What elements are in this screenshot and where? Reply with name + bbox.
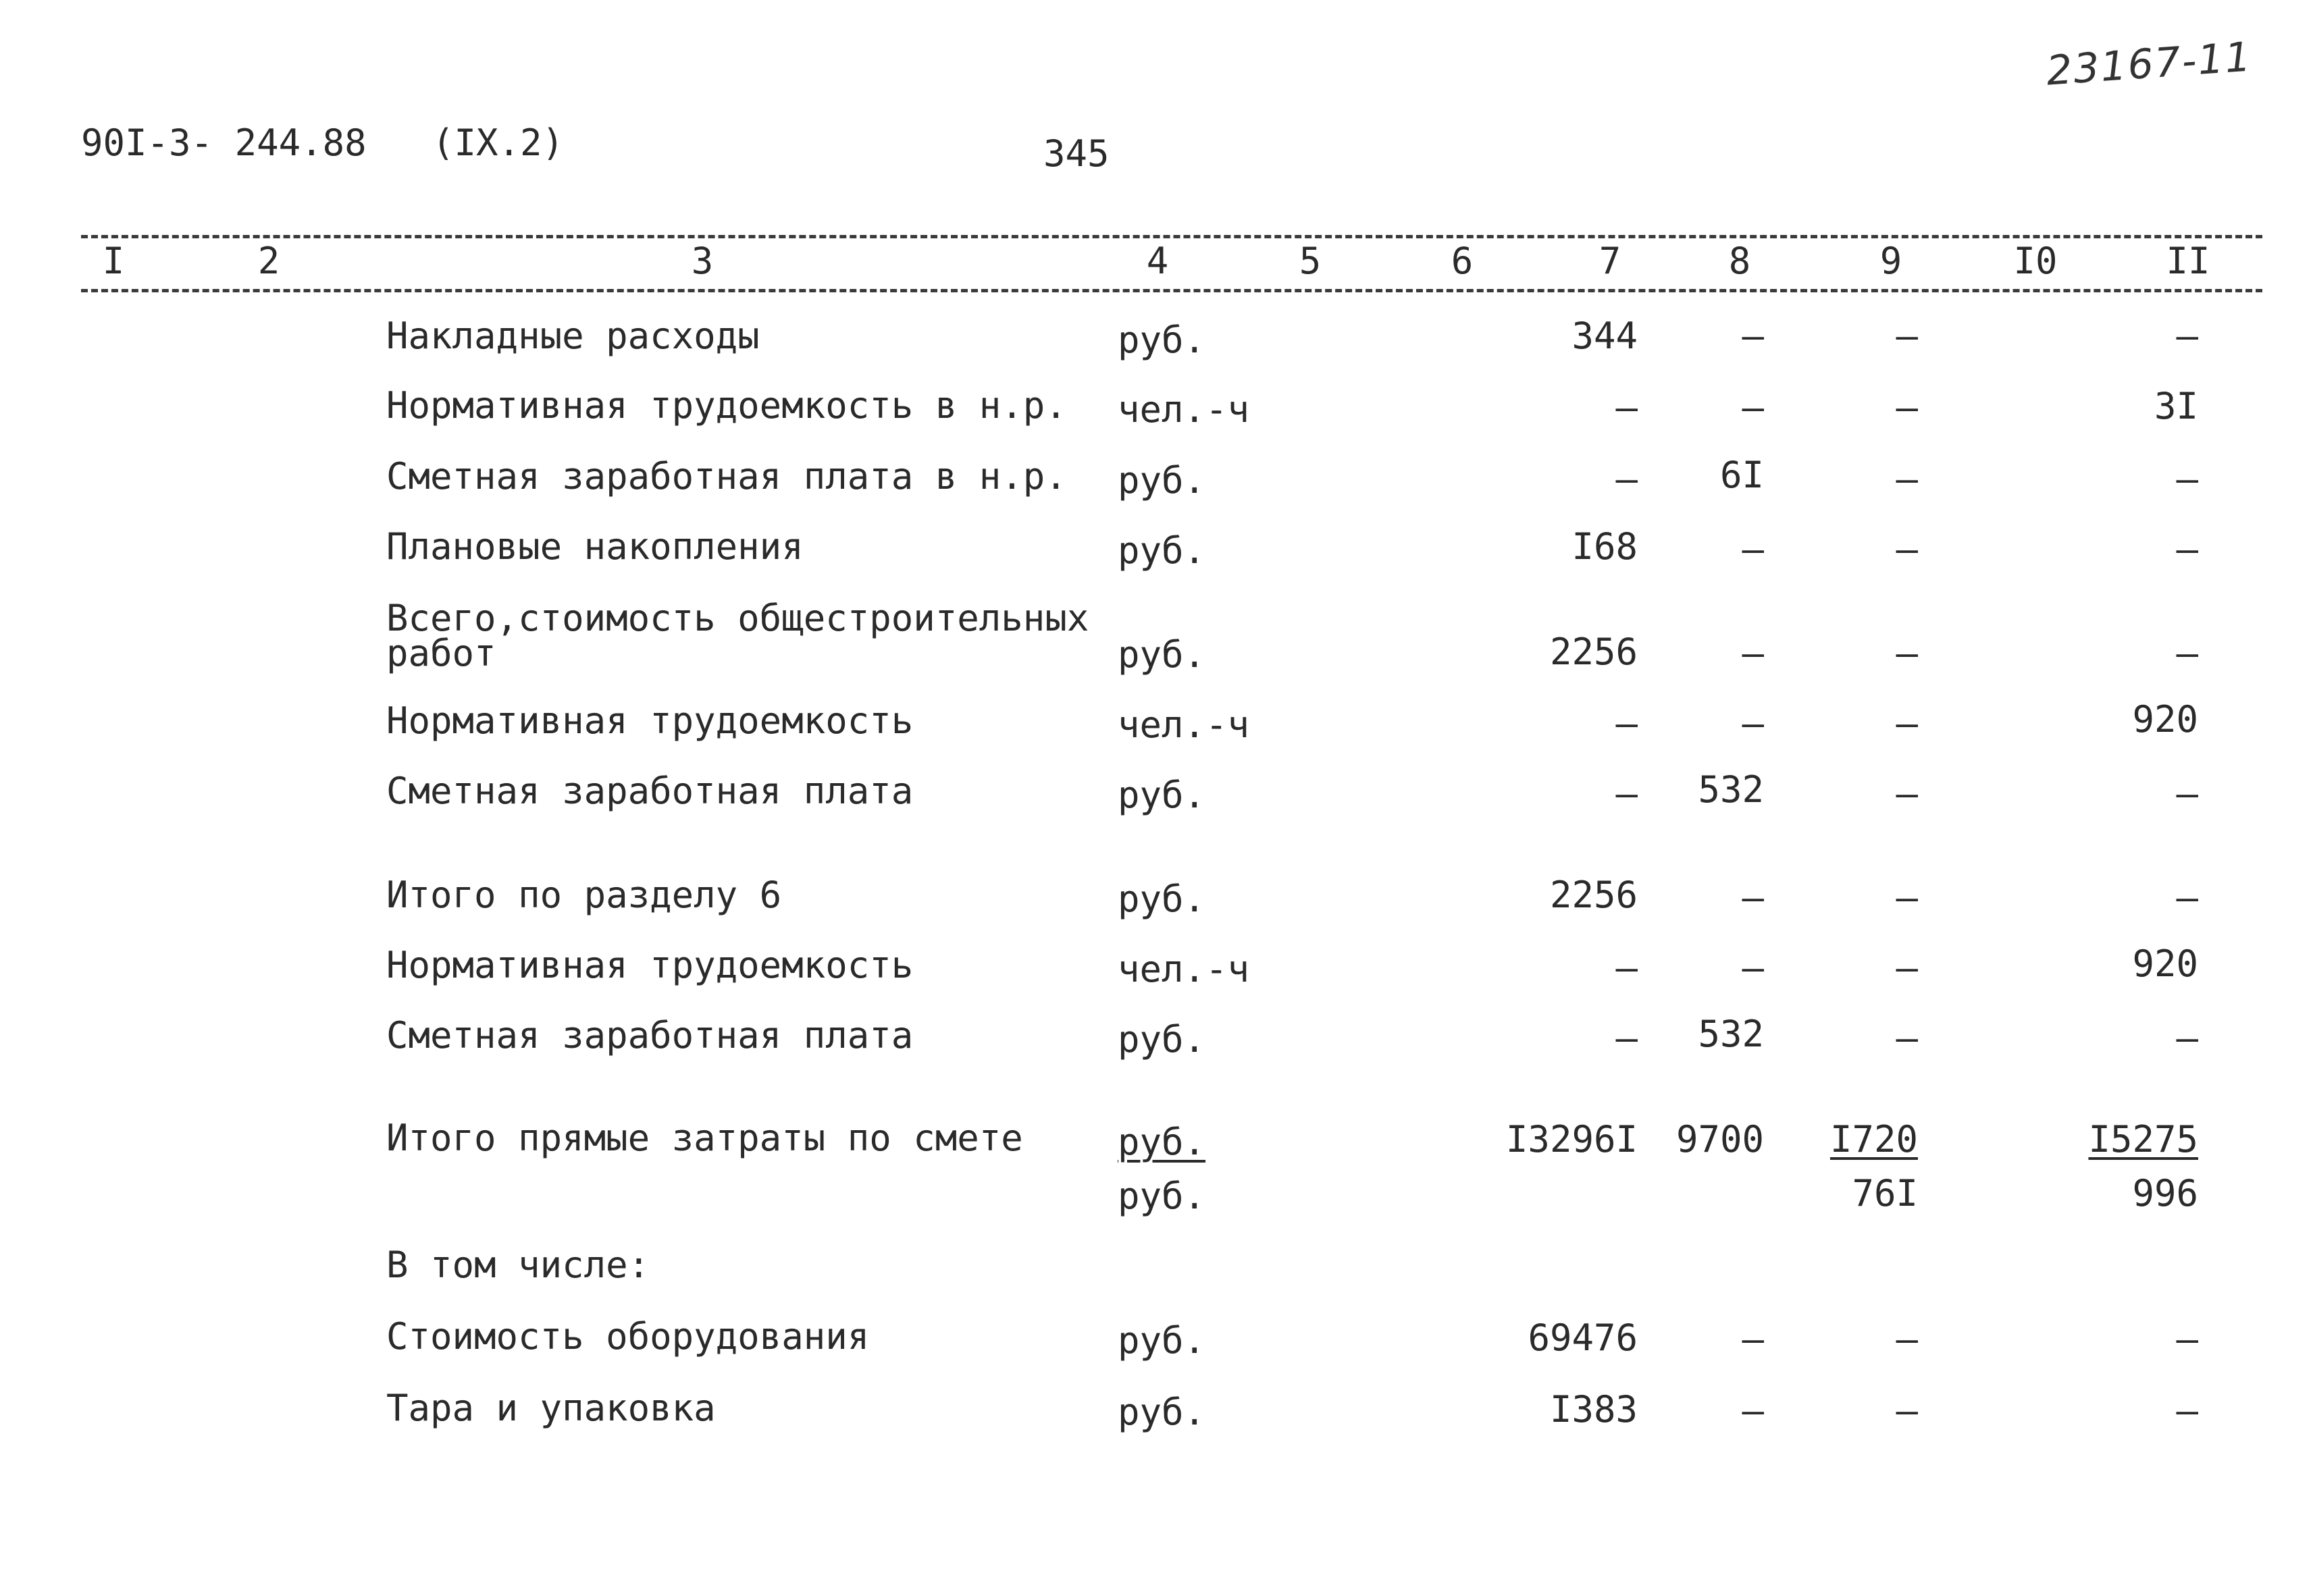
header-rule-top (81, 235, 2262, 238)
column-header-8: 8 (1728, 240, 1751, 282)
value-col8: 6I (1719, 454, 1764, 496)
row-label: В том числе: (386, 1244, 650, 1286)
page-number: 345 (1043, 132, 1110, 175)
value-col8: – (1742, 386, 1764, 429)
column-header-6: 6 (1451, 240, 1474, 282)
value-col7: 69476 (1528, 1316, 1638, 1359)
value-col9: – (1896, 1389, 1918, 1432)
value-col9: – (1896, 702, 1918, 745)
value-col8: – (1742, 528, 1764, 570)
row-label: Нормативная трудоемкость (386, 944, 914, 986)
row-unit-secondary: руб. (1118, 1175, 1206, 1217)
value-col11: – (2176, 1017, 2198, 1059)
value-col8: – (1742, 315, 1764, 357)
value-col8: – (1742, 947, 1764, 989)
value-col11: 920 (2132, 698, 2198, 741)
value-col9: – (1896, 632, 1918, 674)
row-label: Сметная заработная плата (386, 770, 914, 812)
archive-stamp: 23167-11 (2044, 33, 2254, 95)
document-section: (IX.2) (432, 122, 565, 164)
value-col9-secondary: 76I (1852, 1172, 1918, 1215)
row-label: Итого прямые затраты по смете (386, 1117, 1023, 1159)
row-label: Накладные расходы (386, 315, 760, 357)
row-label: Всего,стоимость общестроительных работ (386, 597, 1089, 674)
row-label: Сметная заработная плата в н.р. (386, 455, 1067, 498)
value-col11: I5275 (2088, 1118, 2198, 1161)
value-col7: – (1615, 386, 1638, 429)
value-col9: – (1896, 772, 1918, 815)
value-col9: – (1896, 876, 1918, 919)
value-col8: – (1742, 702, 1764, 745)
value-col9: – (1896, 458, 1918, 500)
value-col7: – (1615, 772, 1638, 815)
row-label: Плановые накопления (386, 525, 804, 568)
value-col9: – (1896, 528, 1918, 570)
value-col11: – (2176, 1318, 2198, 1360)
value-col7: 344 (1571, 315, 1638, 357)
value-col7: – (1615, 702, 1638, 745)
value-col8: – (1742, 632, 1764, 674)
value-col8: – (1742, 876, 1764, 919)
value-col7: I383 (1549, 1388, 1638, 1431)
column-header-4: 4 (1146, 240, 1169, 282)
column-header-1: I (102, 240, 125, 282)
column-header-11: II (2166, 240, 2210, 282)
value-col7: I68 (1571, 525, 1638, 568)
document-code: 90I-3- 244.88 (81, 122, 367, 164)
row-label: Итого по разделу 6 (386, 874, 782, 916)
value-col11: – (2176, 632, 2198, 674)
row-unit: руб. (1118, 878, 1206, 920)
row-unit: руб. (1118, 319, 1206, 361)
value-col11: – (2176, 458, 2198, 500)
value-col11: – (2176, 315, 2198, 357)
column-header-3: 3 (691, 240, 714, 282)
row-unit: руб. (1118, 1391, 1206, 1433)
value-col7: – (1615, 1017, 1638, 1059)
value-col11: 920 (2132, 942, 2198, 985)
column-header-2: 2 (257, 240, 280, 282)
row-label: Стоимость оборудования (386, 1315, 870, 1358)
row-unit: руб. (1118, 1018, 1206, 1061)
value-col8: 532 (1698, 1013, 1764, 1055)
row-label: Нормативная трудоемкость (386, 699, 914, 742)
row-unit: чел.-ч (1118, 388, 1250, 431)
value-col11: – (2176, 528, 2198, 570)
row-label: Сметная заработная плата (386, 1014, 914, 1057)
value-col9: – (1896, 1318, 1918, 1360)
value-col11: – (2176, 876, 2198, 919)
value-col7: – (1615, 458, 1638, 500)
header-rule-bottom (81, 289, 2262, 292)
row-unit: руб. (1118, 459, 1206, 502)
value-col9: I720 (1829, 1118, 1918, 1161)
column-header-9: 9 (1879, 240, 1902, 282)
value-col7: – (1615, 947, 1638, 989)
value-col9: – (1896, 947, 1918, 989)
row-unit: руб. (1118, 1121, 1206, 1163)
value-col11: 3I (2154, 385, 2198, 427)
row-unit: руб. (1118, 633, 1206, 676)
value-col9: – (1896, 1017, 1918, 1059)
column-header-7: 7 (1599, 240, 1621, 282)
row-label: Нормативная трудоемкость в н.р. (386, 384, 1067, 427)
value-col8: – (1742, 1389, 1764, 1432)
value-col8: 9700 (1675, 1118, 1764, 1161)
row-unit: руб. (1118, 529, 1206, 572)
row-unit: руб. (1118, 774, 1206, 816)
row-unit: чел.-ч (1118, 948, 1250, 990)
row-unit: чел.-ч (1118, 703, 1250, 746)
row-unit: руб. (1118, 1319, 1206, 1362)
value-col9: – (1896, 315, 1918, 357)
value-col7: 2256 (1549, 874, 1638, 916)
row-label: Тара и упаковка (386, 1387, 716, 1429)
value-col8: 532 (1698, 768, 1764, 811)
value-col11-secondary: 996 (2132, 1172, 2198, 1215)
value-col7: I3296I (1505, 1118, 1638, 1161)
column-header-10: I0 (2013, 240, 2058, 282)
value-col8: – (1742, 1318, 1764, 1360)
value-col11: – (2176, 1389, 2198, 1432)
value-col11: – (2176, 772, 2198, 815)
value-col9: – (1896, 386, 1918, 429)
column-header-5: 5 (1299, 240, 1322, 282)
value-col7: 2256 (1549, 631, 1638, 673)
